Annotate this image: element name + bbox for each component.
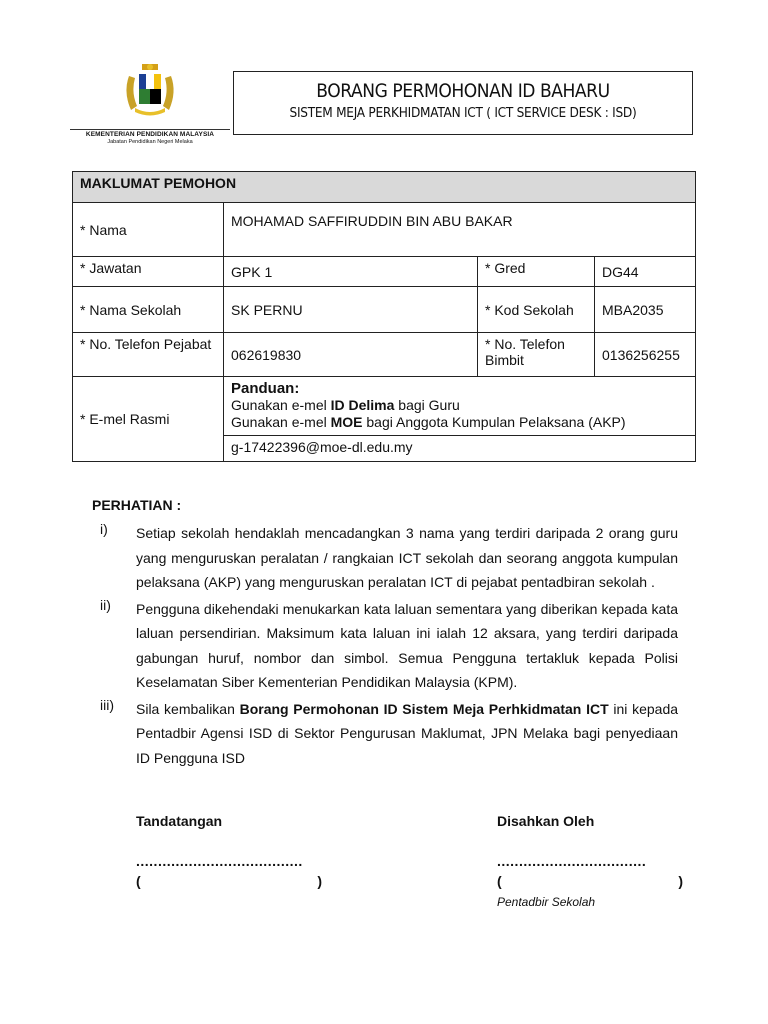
signature-left — [136, 813, 322, 889]
org-name: KEMENTERIAN PENDIDIKAN MALAYSIA — [70, 129, 230, 138]
signature-left-line[interactable]: ...................................... — [136, 853, 303, 869]
sekolah-label: * Nama Sekolah — [73, 287, 224, 333]
row-email-guide — [73, 377, 696, 436]
tel-pejabat-label: * No. Telefon Pejabat — [73, 333, 224, 377]
tel-pejabat-value[interactable]: 062619830 — [224, 333, 478, 377]
panduan-line-2 — [231, 414, 688, 431]
email-value[interactable]: g-17422396@moe-dl.edu.my — [224, 436, 696, 462]
note-item — [92, 521, 678, 595]
gred-value[interactable]: DG44 — [595, 257, 696, 287]
gred-label: * Gred — [478, 257, 595, 287]
dept-name: Jabatan Pendidikan Negeri Melaka — [107, 139, 193, 145]
signature-right — [497, 813, 683, 909]
paren-open: ( — [136, 873, 141, 889]
sekolah-value[interactable]: SK PERNU — [224, 287, 478, 333]
signature-right-caption: Pentadbir Sekolah — [497, 895, 596, 909]
panduan-2-post: bagi Anggota Kumpulan Pelaksana (AKP) — [362, 414, 626, 430]
note-3-pre: Sila kembalikan — [136, 700, 240, 717]
panduan-1-bold: ID Delima — [330, 397, 395, 413]
paren-close: ) — [678, 873, 683, 889]
note-text — [136, 697, 678, 771]
note-number: i) — [100, 521, 108, 537]
tel-bimbit-label: * No. Telefon Bimbit — [478, 333, 595, 377]
signature-left-label: Tandatangan — [136, 813, 223, 829]
note-3-post: ini kepada Pentadbir Agensi ISD di Sektor Pengurusan Maklumat, JPN Melaka bagi penyediaan ID Pengguna ISD — [136, 700, 679, 766]
row-sekolah — [73, 287, 696, 333]
form-subtitle: SISTEM MEJA PERKHIDMATAN ICT ( ICT SERVICE DESK : ISD) — [289, 105, 637, 121]
section-title: MAKLUMAT PEMOHON — [73, 172, 696, 203]
jawatan-label: * Jawatan — [73, 257, 224, 287]
row-telefon — [73, 333, 696, 377]
note-number: ii) — [100, 596, 111, 613]
note-number: iii) — [100, 696, 114, 713]
coat-of-arms-icon — [115, 62, 185, 118]
row-nama — [73, 203, 696, 257]
nama-value[interactable]: MOHAMAD SAFFIRUDDIN BIN ABU BAKAR — [224, 203, 696, 257]
section-header-row — [73, 172, 696, 203]
panduan-title: Panduan: — [231, 380, 300, 397]
row-jawatan — [73, 257, 696, 287]
panduan-1-post: bagi Guru — [394, 397, 460, 413]
paren-open: ( — [497, 873, 502, 889]
jawatan-value[interactable]: GPK 1 — [224, 257, 478, 287]
panduan-line-1 — [231, 397, 688, 414]
signature-right-name[interactable] — [497, 873, 683, 889]
ministry-logo — [70, 62, 230, 146]
signature-right-label: Disahkan Oleh — [497, 813, 595, 829]
panduan-2-pre: Gunakan e-mel — [231, 414, 331, 430]
note-item — [92, 697, 678, 771]
panduan-box — [224, 377, 696, 436]
panduan-1-pre: Gunakan e-mel — [231, 397, 331, 413]
signature-left-name[interactable] — [136, 873, 322, 889]
title-box — [233, 71, 693, 135]
signature-right-line[interactable]: .................................. — [497, 853, 647, 869]
note-3-bold: Borang Permohonan ID Sistem Meja Perhkidmatan ICT — [239, 700, 609, 717]
form-title: BORANG PERMOHONAN ID BAHARU — [316, 80, 610, 102]
kod-label: * Kod Sekolah — [478, 287, 595, 333]
panduan-2-bold: MOE — [330, 414, 363, 430]
note-text: Pengguna dikehendaki menukarkan kata laluan sementara yang diberikan kepada kata laluan persendirian. Maksimum kata laluan ini ialah 12 aksara, yang terdiri daripada gabungan huruf, nombor dan simbol. Semua Pengguna tertakluk kepada Polisi Keselamatan Siber Kementerian Pendidikan Malaysia (KPM). — [136, 600, 678, 690]
email-label: * E-mel Rasmi — [73, 377, 224, 462]
notes-section — [92, 497, 678, 772]
note-item — [92, 597, 678, 695]
paren-close: ) — [317, 873, 322, 889]
tel-bimbit-value[interactable]: 0136256255 — [595, 333, 696, 377]
applicant-form-table — [72, 171, 696, 462]
nama-label: * Nama — [73, 203, 224, 257]
note-text: Setiap sekolah hendaklah mencadangkan 3 nama yang terdiri daripada 2 orang guru yang menguruskan peralatan / rangkaian ICT sekolah dan seorang anggota kumpulan pelaksana (AKP) yang menguruskan peralatan ICT di pejabat pentadbiran sekolah . — [136, 525, 678, 590]
notes-title: PERHATIAN : — [92, 497, 182, 513]
kod-value[interactable]: MBA2035 — [595, 287, 696, 333]
